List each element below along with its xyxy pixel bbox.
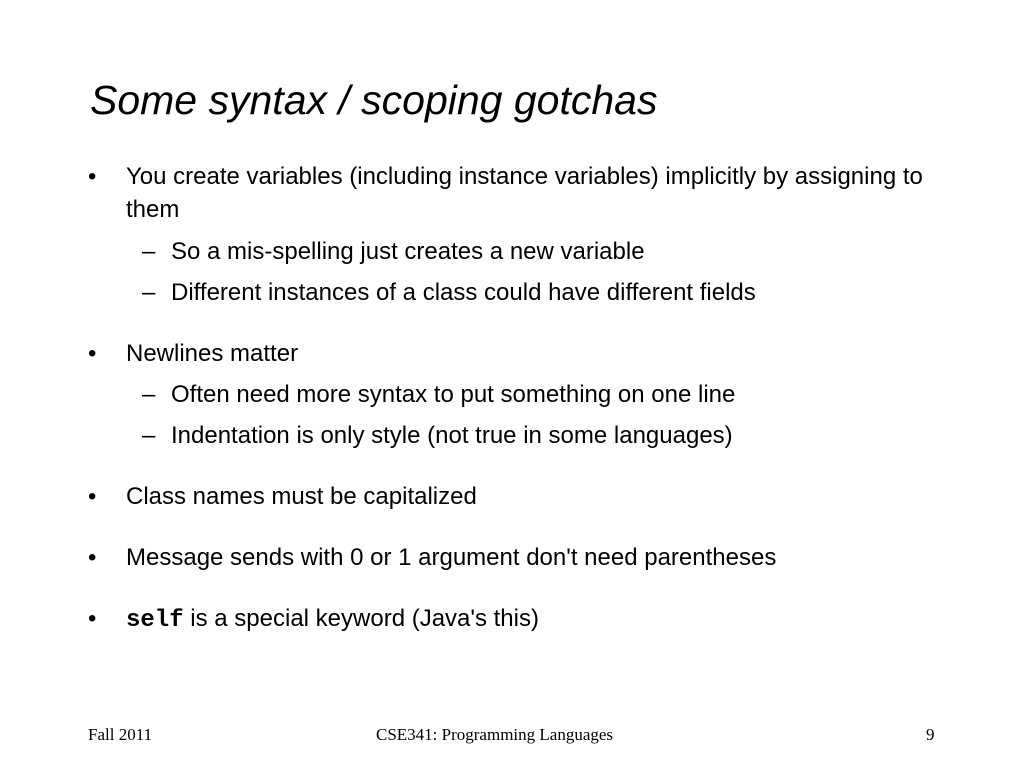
sub-bullet-text: Indentation is only style (not true in some languages) — [171, 422, 733, 449]
sub-bullet-marker: – — [142, 238, 156, 265]
footer-course: CSE341: Programming Languages — [376, 725, 614, 744]
slide-title: Some syntax / scoping gotchas — [90, 77, 658, 123]
sub-bullet-marker: – — [142, 381, 156, 408]
code-keyword: self — [126, 607, 184, 634]
bullet-marker: • — [88, 605, 97, 632]
bullet-text: Message sends with 0 or 1 argument don't need parentheses — [126, 544, 777, 571]
bullet-text: Newlines matter — [126, 340, 299, 367]
bullet-text: Class names must be capitalized — [126, 483, 477, 510]
sub-bullet-marker: – — [142, 422, 156, 449]
sub-bullet-text: So a mis-spelling just creates a new variable — [171, 238, 645, 265]
bullet-text — [126, 602, 926, 637]
page-number: 9 — [926, 725, 935, 744]
footer-term: Fall 2011 — [88, 725, 153, 744]
bullet-marker: • — [88, 163, 97, 190]
bullet-text-rest: is a special keyword (Java's this) — [183, 605, 539, 632]
bullet-marker: • — [88, 544, 97, 571]
sub-bullet-marker: – — [142, 279, 156, 306]
bullet-marker: • — [88, 340, 97, 367]
bullet-marker: • — [88, 483, 97, 510]
sub-bullet-text: Different instances of a class could have different fields — [171, 279, 756, 306]
sub-bullet-text: Often need more syntax to put something on one line — [171, 381, 736, 408]
bullet-text: You create variables (including instance variables) implicitly by assigning to them — [126, 163, 923, 223]
